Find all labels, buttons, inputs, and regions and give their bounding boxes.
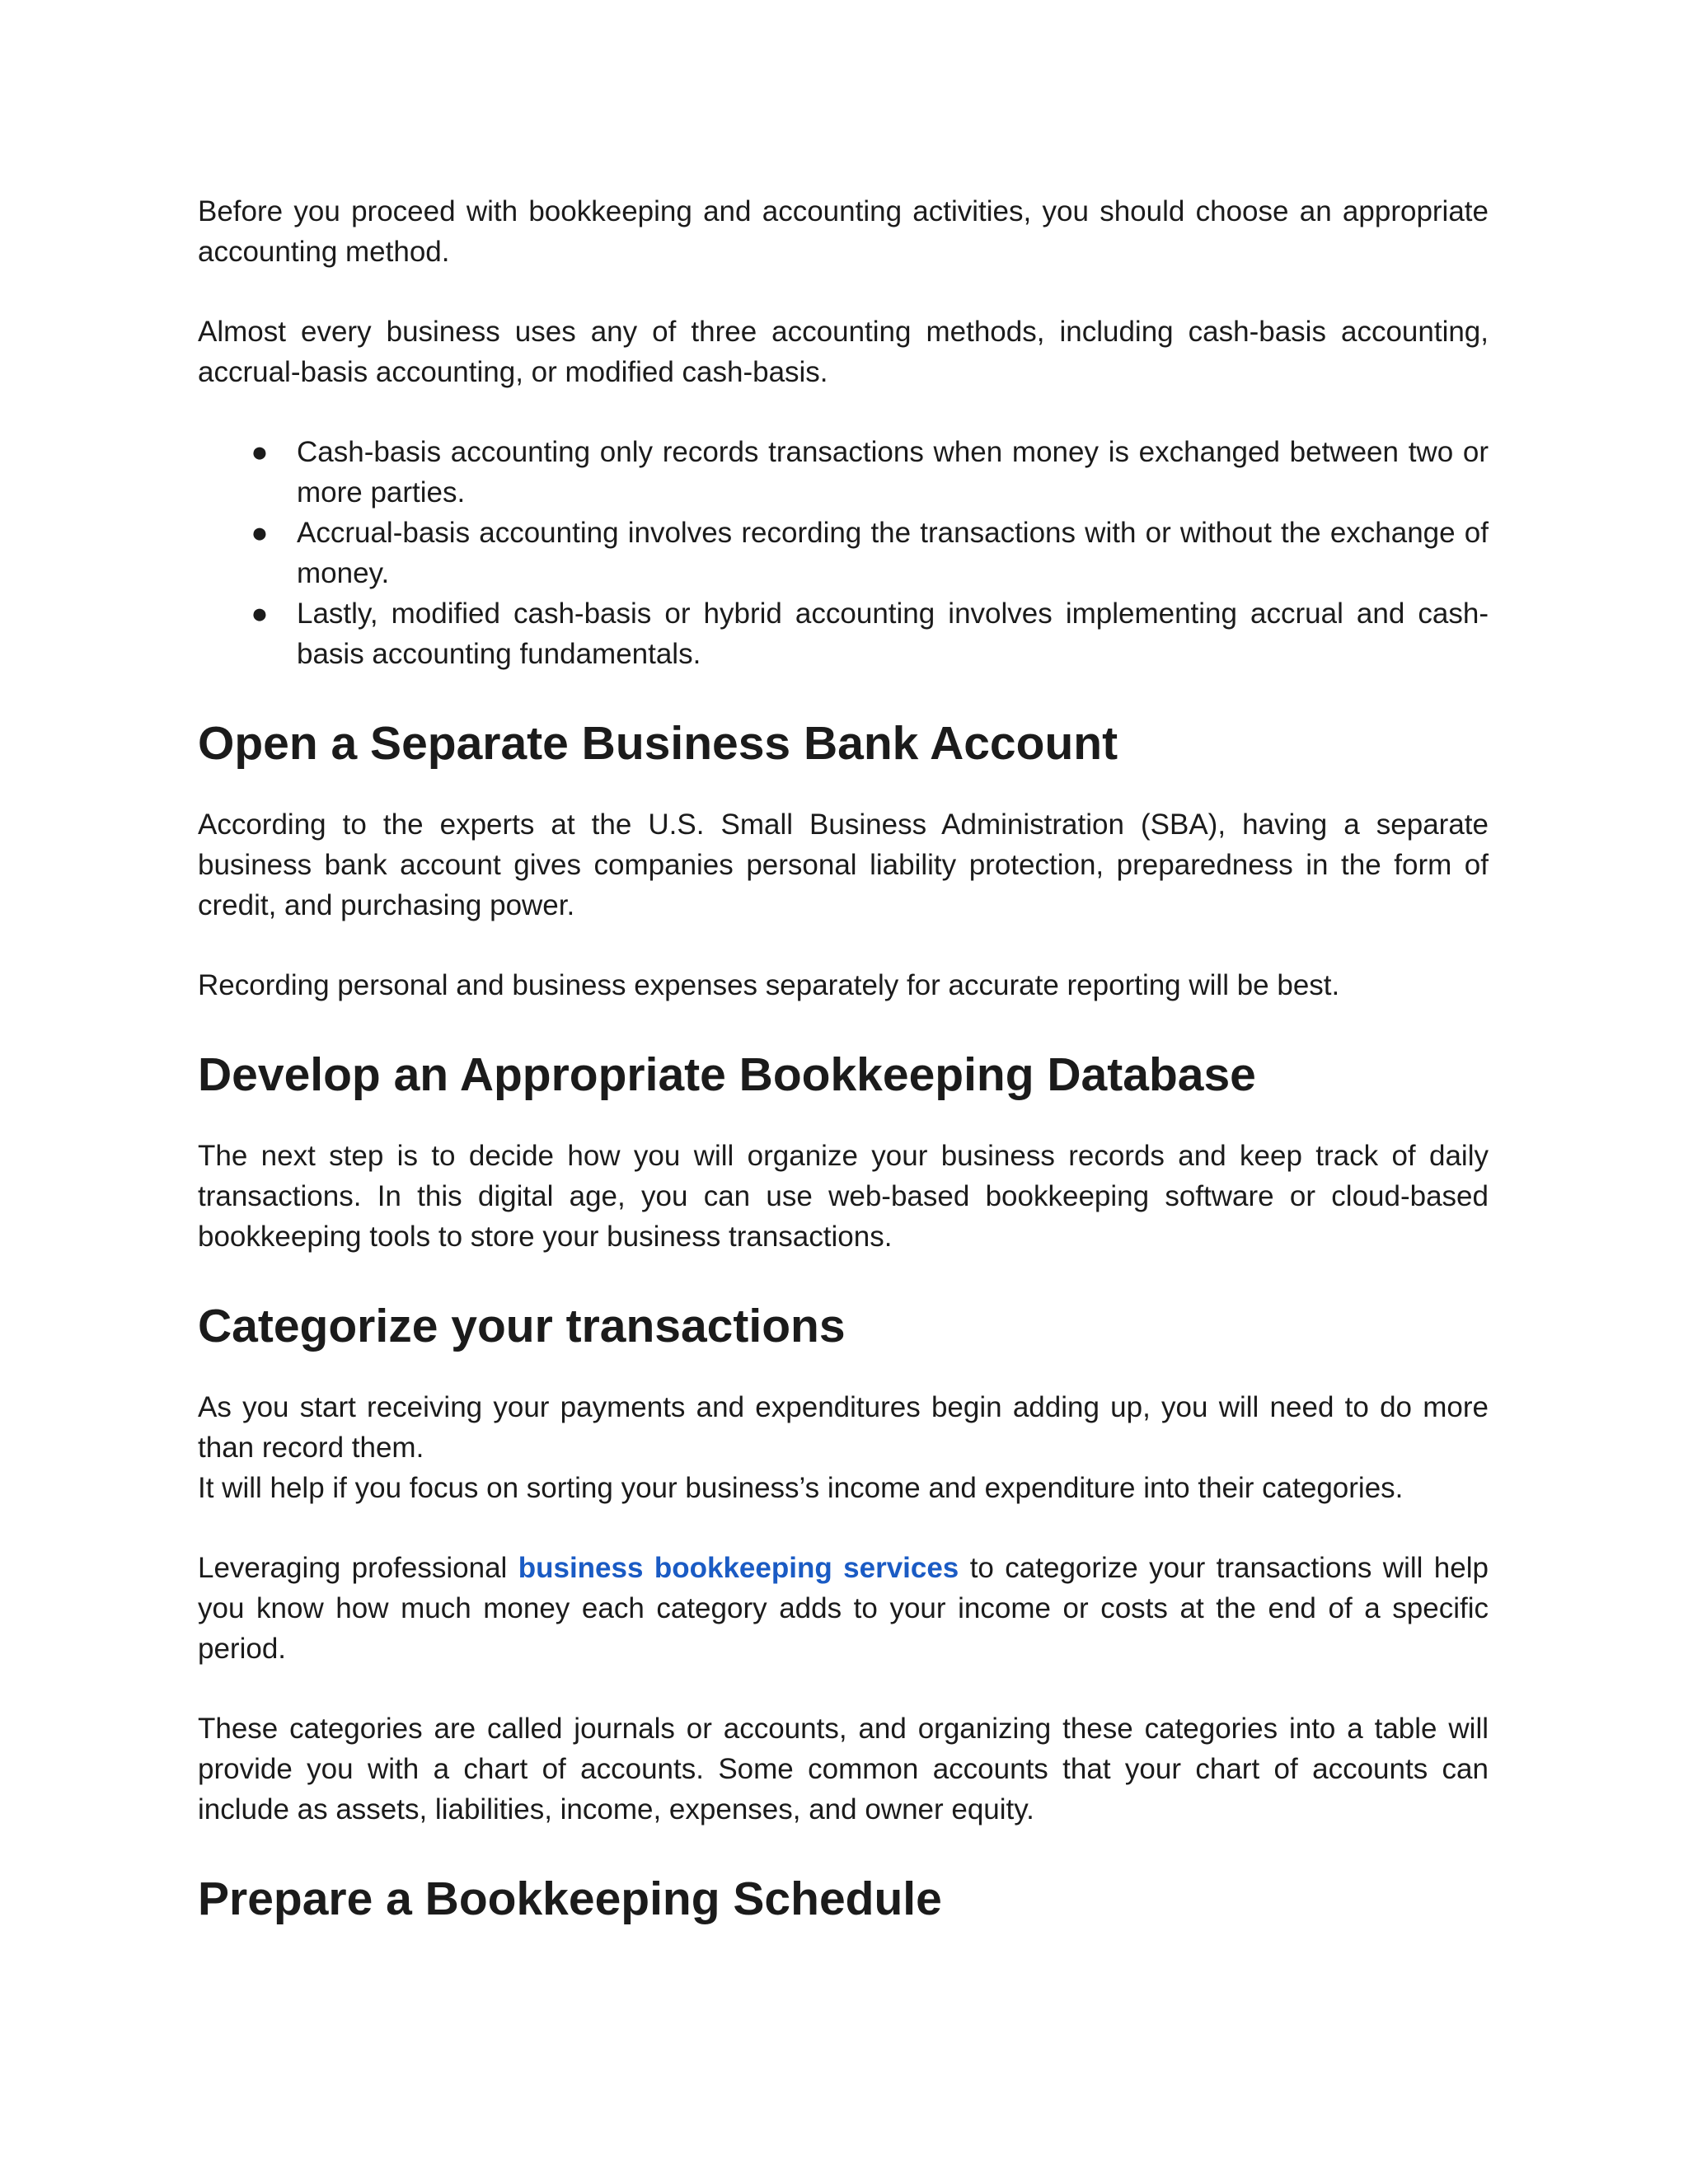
intro-paragraph-1: Before you proceed with bookkeeping and accounting activities, you should choose an appropriate accounting method. bbox=[198, 195, 1489, 268]
paragraph-text-before-link: Leveraging professional bbox=[198, 1552, 518, 1584]
categorize-paragraph-3: These categories are called journals or accounts, and organizing these categories into a table will provide you with a chart of accounts. Some common accounts that your chart of accounts can include as assets, liabilities, income, expenses, and owner equity. bbox=[198, 1713, 1489, 1825]
business-bookkeeping-services-link[interactable]: business bookkeeping services bbox=[518, 1552, 959, 1584]
categorize-paragraph-2 bbox=[198, 1548, 1489, 1669]
document-page bbox=[198, 191, 1489, 1929]
heading-categorize: Categorize your transactions bbox=[198, 1300, 846, 1352]
paragraph-text-after-link: to categorize your transactions will help you know how much money each category adds to your income or costs at the end of a specific period. bbox=[198, 1552, 1489, 1665]
intro-paragraph-2: Almost every business uses any of three accounting methods, including cash-basis accounting, accrual-basis accounting, or modified cash-basis. bbox=[198, 316, 1489, 388]
database-paragraph-1: The next step is to decide how you will organize your business records and keep track of daily transactions. In this digital age, you can use web-based bookkeeping software or cloud-based bookkeeping tools to store your business transactions. bbox=[198, 1140, 1489, 1253]
heading-bank-account: Open a Separate Business Bank Account bbox=[198, 717, 1118, 770]
list-item bbox=[198, 432, 1489, 513]
bullet-icon: ● bbox=[251, 436, 269, 468]
bullet-icon: ● bbox=[251, 517, 269, 549]
categorize-paragraph-1-line-1: As you start receiving your payments and expenditures begin adding up, you will need to do more than record them. bbox=[198, 1391, 1489, 1464]
bank-paragraph-2: Recording personal and business expenses separately for accurate reporting will be best. bbox=[198, 969, 1340, 1001]
list-item bbox=[198, 593, 1489, 674]
list-item-text: Accrual-basis accounting involves recording the transactions with or without the exchange of money. bbox=[297, 517, 1489, 589]
bullet-icon: ● bbox=[251, 598, 269, 630]
bank-paragraph-1: According to the experts at the U.S. Small Business Administration (SBA), having a separate business bank account gives companies personal liability protection, preparedness in the form of credit, and purchasing power. bbox=[198, 808, 1489, 921]
categorize-paragraph-1-line-2: It will help if you focus on sorting your business’s income and expenditure into their categories. bbox=[198, 1472, 1404, 1504]
heading-database: Develop an Appropriate Bookkeeping Database bbox=[198, 1048, 1256, 1101]
list-item bbox=[198, 513, 1489, 593]
accounting-methods-list bbox=[198, 432, 1489, 674]
list-item-text: Cash-basis accounting only records transactions when money is exchanged between two or more parties. bbox=[297, 436, 1489, 509]
list-item-text: Lastly, modified cash-basis or hybrid accounting involves implementing accrual and cash-basis accounting fundamentals. bbox=[297, 598, 1489, 670]
heading-schedule: Prepare a Bookkeeping Schedule bbox=[198, 1872, 942, 1925]
